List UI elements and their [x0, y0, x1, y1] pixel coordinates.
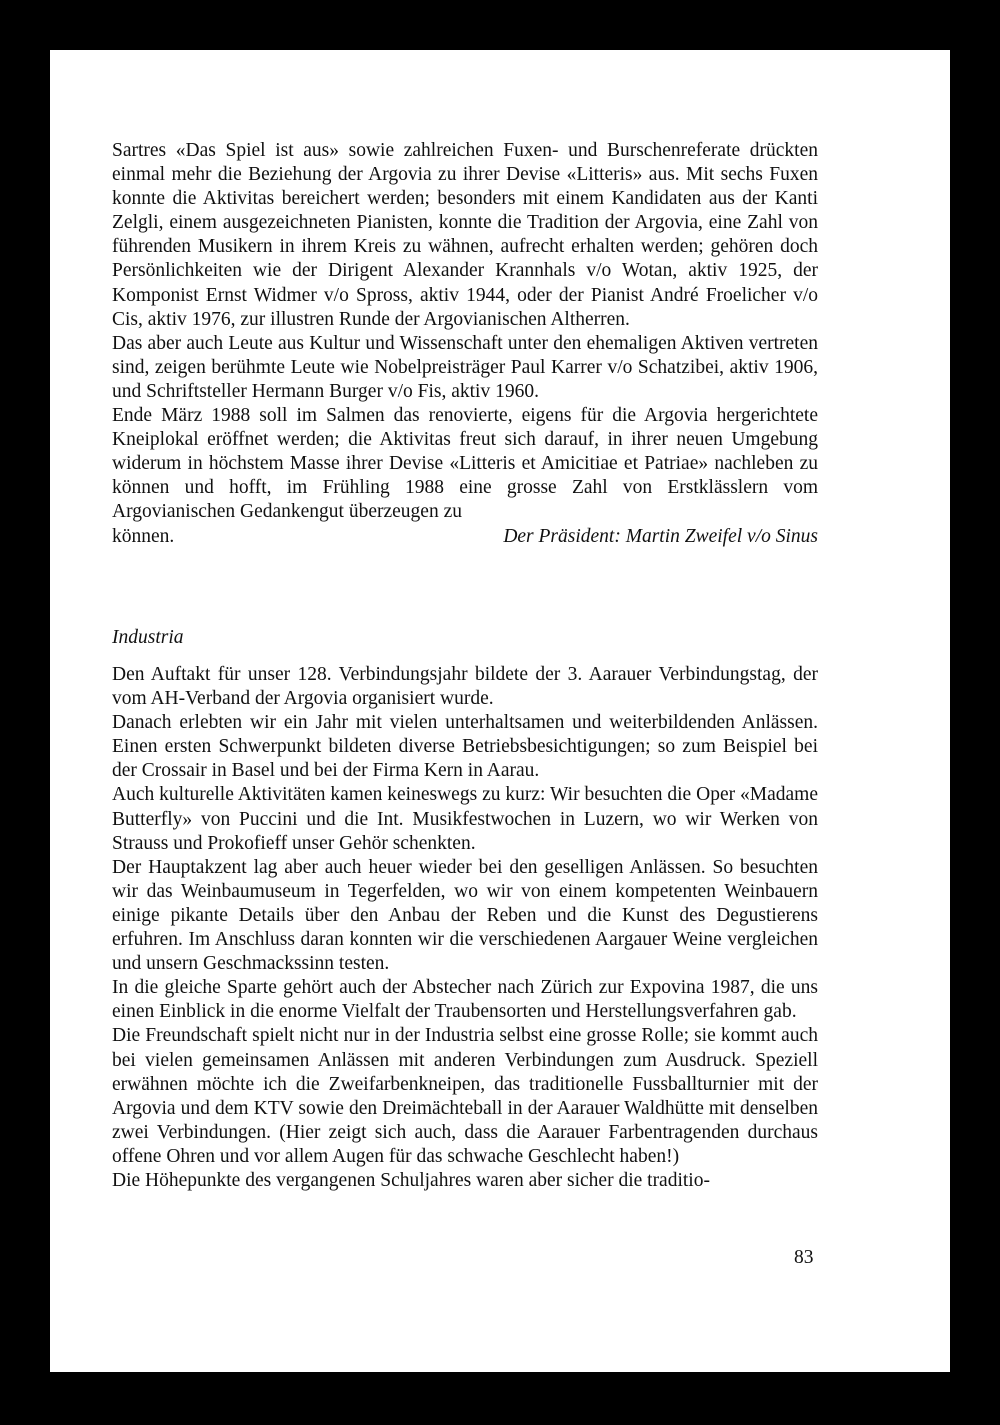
- argovia-section: [112, 139, 818, 549]
- argovia-paragraph-1: Sartres «Das Spiel ist aus» sowie zahlreichen Fuxen- und Burschenreferate drückten einmal mehr die Beziehung der Argovia zu ihrer Devise «Litteris» aus. Mit sechs Fuxen konnte die Aktivitas bereichert werden; besonders mit einem Kandidaten aus der Kanti Zelgli, einem ausgezeichneten Pianisten, konnte die Tradition der Argovia, eine Zahl von führenden Musikern in ihrem Kreis zu wähnen, aufrecht erhalten werden; gehören doch Persönlichkeiten wie der Dirigent Alexander Krannhals v/o Wotan, aktiv 1925, der Komponist Ernst Widmer v/o Spross, aktiv 1944, oder der Pianist André Froelicher v/o Cis, aktiv 1976, zur illustren Runde der Argovianischen Altherren.: [112, 140, 818, 330]
- president-signature: Der Präsident: Martin Zweifel v/o Sinus: [503, 525, 818, 547]
- argovia-paragraph-3: Ende März 1988 soll im Salmen das renovierte, eigens für die Argovia hergerichtete Kneiplokal eröffnet werden; die Aktivitas freut sich darauf, in ihrer neuen Umgebung widerum in höchstem Masse ihrer Devise «Litteris et Amicitiae et Patriae» nachleben zu können und hofft, im Frühling 1988 eine grosse Zahl von Erstklässlern vom Argovianischen Gedankengut überzeugen zu: [112, 405, 818, 523]
- industria-paragraph-7: Die Höhepunkte des vergangenen Schuljahres waren aber sicher die traditio-: [112, 1169, 710, 1191]
- closing-word: können.: [112, 525, 175, 547]
- industria-paragraph-5: In die gleiche Sparte gehört auch der Abstecher nach Zürich zur Expovina 1987, die uns einen Einblick in die enorme Vielfalt der Traubensorten und Herstellungsverfahren gab.: [112, 977, 818, 1023]
- industria-section: [112, 663, 818, 1193]
- page: [50, 50, 950, 1372]
- industria-paragraph-4: Der Hauptakzent lag aber auch heuer wieder bei den geselligen Anlässen. So besuchten wir das Weinbaumuseum in Tegerfelden, wo wir von einem kompetenten Weinbauern einige pikante Details über den Anbau der Reben und die Kunst des Degustierens erfuhren. Im Anschluss daran konnten wir die verschiedenen Aargauer Weine vergleichen und unsern Geschmackssinn testen.: [112, 856, 818, 975]
- industria-paragraph-6: Die Freundschaft spielt nicht nur in der Industria selbst eine grosse Rolle; sie kommt auch bei vielen gemeinsamen Anlässen mit anderen Verbindungen zum Ausdruck. Speziell erwähnen möchte ich die Zweifarbenkneipen, das traditionelle Fussballturnier mit der Argovia und dem KTV sowie den Dreimächteball in der Aarauer Waldhütte mit denselben zwei Verbindungen. (Hier zeigt sich auch, dass die Aarauer Farbentragenden durchaus offene Ohren und vor allem Augen für das schwache Geschlecht haben!): [112, 1025, 818, 1167]
- industria-paragraph-3: Auch kulturelle Aktivitäten kamen keineswegs zu kurz: Wir besuchten die Oper «Madame Butterfly» von Puccini und die Int. Musikfestwochen in Luzern, wo wir Werken von Strauss und Prokofieff unser Gehör schenkten.: [112, 784, 818, 854]
- industria-paragraph-2: Danach erlebten wir ein Jahr mit vielen unterhaltsamen und weiterbildenden Anlässen. Einen ersten Schwerpunkt bildeten diverse Betriebsbesichtigungen; so zum Beispiel bei der Crossair in Basel und bei der Firma Kern in Aarau.: [112, 712, 818, 782]
- section-heading-industria: Industria: [112, 627, 184, 648]
- argovia-paragraph-2: Das aber auch Leute aus Kultur und Wissenschaft unter den ehemaligen Aktiven vertreten sind, zeigen berühmte Leute wie Nobelpreisträger Paul Karrer v/o Schatzibei, aktiv 1906, und Schriftsteller Hermann Burger v/o Fis, aktiv 1960.: [112, 332, 818, 402]
- signature-line: [112, 525, 818, 549]
- industria-paragraph-1: Den Auftakt für unser 128. Verbindungsjahr bildete der 3. Aarauer Verbindungstag, der vom AH-Verband der Argovia organisiert wurde.: [112, 664, 818, 710]
- page-number: 83: [794, 1247, 814, 1268]
